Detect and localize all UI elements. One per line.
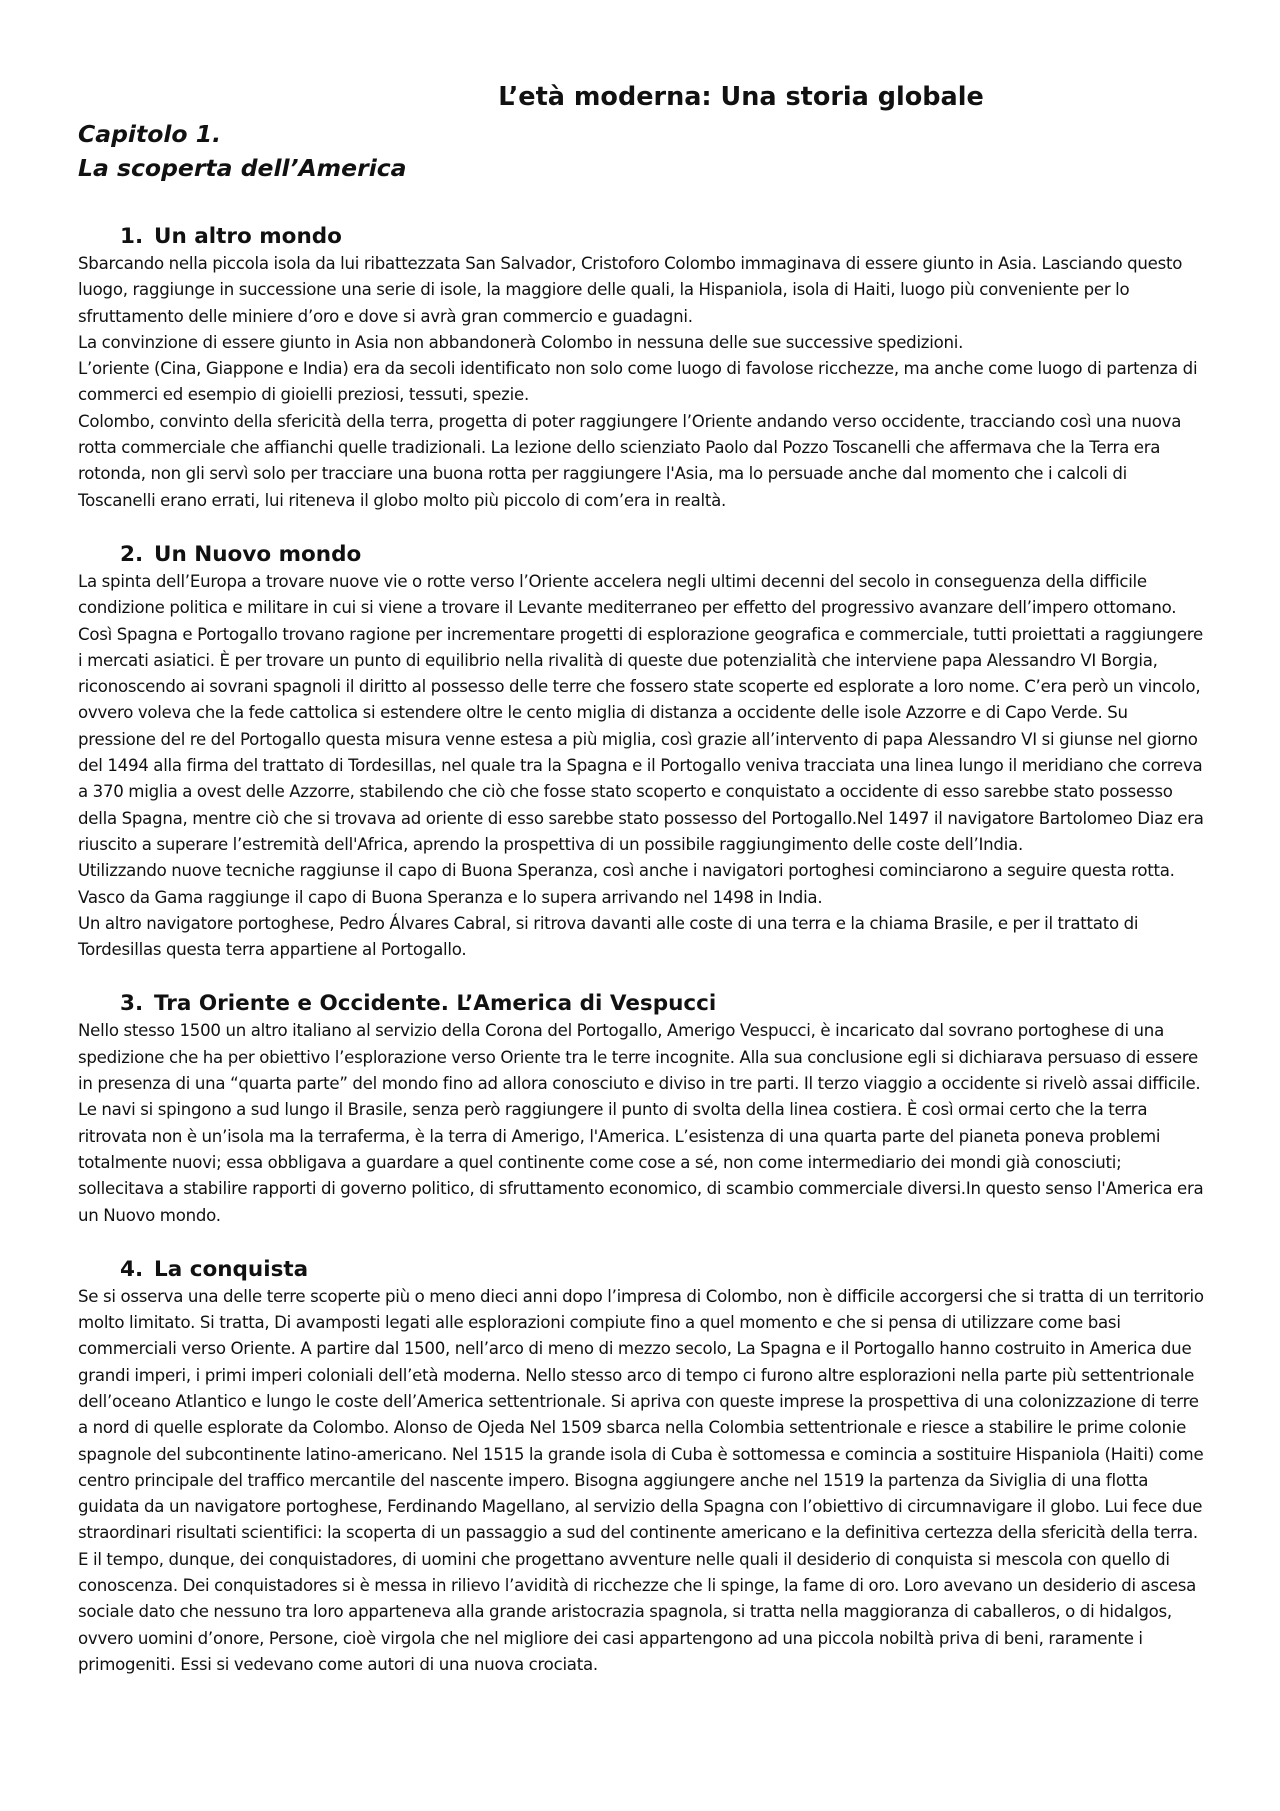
section-title: Tra Oriente e Occidente. L’America di Vespucci (154, 991, 717, 1017)
section-la-conquista (78, 1251, 1206, 1678)
section-title: Un altro mondo (154, 224, 342, 249)
section-paragraph: Se si osserva una delle terre scoperte più o meno dieci anni dopo l’impresa di Colombo, non è difficile accorgersi che si tratta di un territorio molto limitato. Si tratta, Di avamposti legati alle esplorazioni compiute fino a quel momento e che si pensa di utilizzare come basi commerciali verso Oriente. A partire dal 1500, nell’arco di meno di mezzo secolo, La Spagna e il Portogallo hanno costruito in America due grandi imperi, i primi imperi coloniali dell’età moderna. Nello stesso arco di tempo ci furono altre esplorazioni nella parte più settentrionale dell’oceano Atlantico e lungo le coste dell’America settentrionale. Si apriva con queste imprese la prospettiva di una colonizzazione di terre a nord di quelle esplorate da Colombo. Alonso de Ojeda Nel 1509 sbarca nella Colombia settentrionale e riesce a stabilire le prime colonie spagnole del subcontinente latino-americano. Nel 1515 la grande isola di Cuba è sottomessa e comincia a sostituire Hispaniola (Haiti) come centro principale del traffico mercantile del nascente impero. Bisogna aggiungere anche nel 1519 la partenza da Siviglia di una flotta guidata da un navigatore portoghese, Ferdinando Magellano, al servizio della Spagna con l’obiettivo di circumnavigare il globo. Lui fece due straordinari risultati scientifici: la scoperta di un passaggio a sud del continente americano e la definitiva certezza della sfericità della terra. E il tempo, dunque, dei conquistadores, di uomini che progettano avventure nelle quali il desiderio di conquista si mescola con quello di conoscenza. Dei conquistadores si è messa in rilievo l’avidità di ricchezze che li spinge, la fame di oro. Loro avevano un desiderio di ascesa sociale dato che nessuno tra loro apparteneva alla grande aristocrazia spagnola, si tratta nella maggioranza di caballeros, o di hidalgos, ovvero uomini d’onore, Persone, cioè virgola che nel migliore dei casi appartengono ad una piccola nobiltà priva di beni, raramente i primogeniti. Essi si vedevano come autori di una nuova crociata. (78, 1286, 1204, 1674)
document-title: L’età moderna: Una storia globale (498, 82, 984, 112)
section-number: 3. (120, 991, 144, 1017)
section-title: Un Nuovo mondo (154, 541, 362, 567)
section-heading (78, 1251, 1206, 1284)
chapter-title: La scoperta dell’America (78, 154, 407, 182)
document-body (78, 218, 1206, 1678)
section-un-altro-mondo (78, 218, 1206, 514)
section-heading (78, 536, 1206, 569)
section-un-nuovo-mondo (78, 536, 1206, 963)
section-number: 1. (120, 224, 144, 249)
section-tra-oriente-e-occidente (78, 985, 1206, 1228)
section-number: 2. (120, 541, 144, 567)
section-heading (78, 218, 1206, 251)
section-number: 4. (120, 1256, 144, 1282)
section-paragraph: Nello stesso 1500 un altro italiano al servizio della Corona del Portogallo, Amerigo Vespucci, è incaricato dal sovrano portoghese di una spedizione che ha per obiettivo l’esplorazione verso Oriente tra le terre incognite. Alla sua conclusione egli si dichiarava persuaso di essere in presenza di una “quarta parte” del mondo fino ad allora conosciuto e diviso in tre parti. Il terzo viaggio a occidente si rivelò assai difficile. Le navi si spingono a sud lungo il Brasile, senza però raggiungere il punto di svolta della linea costiera. È così ormai certo che la terra ritrovata non è un’isola ma la terraferma, è la terra di Amerigo, l'America. L’esistenza di una quarta parte del pianeta poneva problemi totalmente nuovi; essa obbligava a guardare a quel continente come cose a sé, non come intermediario dei mondi già conosciuti; sollecitava a stabilire rapporti di governo politico, di sfruttamento economico, di scambio commerciale diversi.In questo senso l'America era un Nuovo mondo. (78, 1021, 1204, 1225)
section-title: La conquista (154, 1256, 309, 1282)
section-paragraph: La spinta dell’Europa a trovare nuove vie o rotte verso l’Oriente accelera negli ultimi decenni del secolo in conseguenza della difficile condizione politica e militare in cui si viene a trovare il Levante mediterraneo per effetto del progressivo avanzare dell’impero ottomano. Così Spagna e Portogallo trovano ragione per incrementare progetti di esplorazione geografica e commerciale, tutti proiettati a raggiungere i mercati asiatici. È per trovare un punto di equilibrio nella rivalità di queste due potenzialità che interviene papa Alessandro VI Borgia, riconoscendo ai sovrani spagnoli il diritto al possesso delle terre che fossero state scoperte ed esplorate a loro nome. C’era però un vincolo, ovvero voleva che la fede cattolica si estendere oltre le cento miglia di distanza a occidente delle isole Azzorre e di Capo Verde. Su pressione del re del Portogallo questa misura venne estesa a più miglia, così grazie all’intervento di papa Alessandro VI si giunse nel giorno del 1494 alla firma del trattato di Tordesillas, nel quale tra la Spagna e il Portogallo veniva tracciata una linea lungo il meridiano che correva a 370 miglia a ovest delle Azzorre, stabilendo che ciò che fosse stato scoperto e conquistato a occidente di esso sarebbe stato possesso della Spagna, mentre ciò che si trovava ad oriente di esso sarebbe stato possesso del Portogallo.Nel 1497 il navigatore Bartolomeo Diaz era riuscito a superare l’estremità dell'Africa, aprendo la prospettiva di un possibile raggiungimento delle coste dell’India. Utilizzando nuove tecniche raggiunse il capo di Buona Speranza, così anche i navigatori portoghesi cominciarono a seguire questa rotta. Vasco da Gama raggiunge il capo di Buona Speranza e lo supera arrivando nel 1498 in India. Un altro navigatore portoghese, Pedro Álvares Cabral, si ritrova davanti alle coste di una terra e la chiama Brasile, e per il trattato di Tordesillas questa terra appartiene al Portogallo. (78, 571, 1204, 960)
section-paragraph: Sbarcando nella piccola isola da lui ribattezzata San Salvador, Cristoforo Colombo immaginava di essere giunto in Asia. Lasciando questo luogo, raggiunge in successione una serie di isole, la maggiore delle quali, la Hispaniola, isola di Haiti, luogo più conveniente per lo sfruttamento delle miniere d’oro e dove si avrà gran commercio e guadagni. La convinzione di essere giunto in Asia non abbandonerà Colombo in nessuna delle sue successive spedizioni. L’oriente (Cina, Giappone e India) era da secoli identificato non solo come luogo di favolose ricchezze, ma anche come luogo di partenza di commerci ed esempio di gioielli preziosi, tessuti, spezie. Colombo, convinto della sfericità della terra, progetta di poter raggiungere l’Oriente andando verso occidente, tracciando così una nuova rotta commerciale che affianchi quelle tradizionali. La lezione dello scienziato Paolo dal Pozzo Toscanelli che affermava che la Terra era rotonda, non gli servì solo per tracciare una buona rotta per raggiungere l'Asia, ma lo persuade anche dal momento che i calcoli di Toscanelli erano errati, lui riteneva il globo molto più piccolo di com’era in realtà. (78, 254, 1198, 510)
section-heading (78, 985, 1206, 1018)
chapter-heading (78, 117, 407, 185)
chapter-label: Capitolo 1. (78, 120, 222, 148)
